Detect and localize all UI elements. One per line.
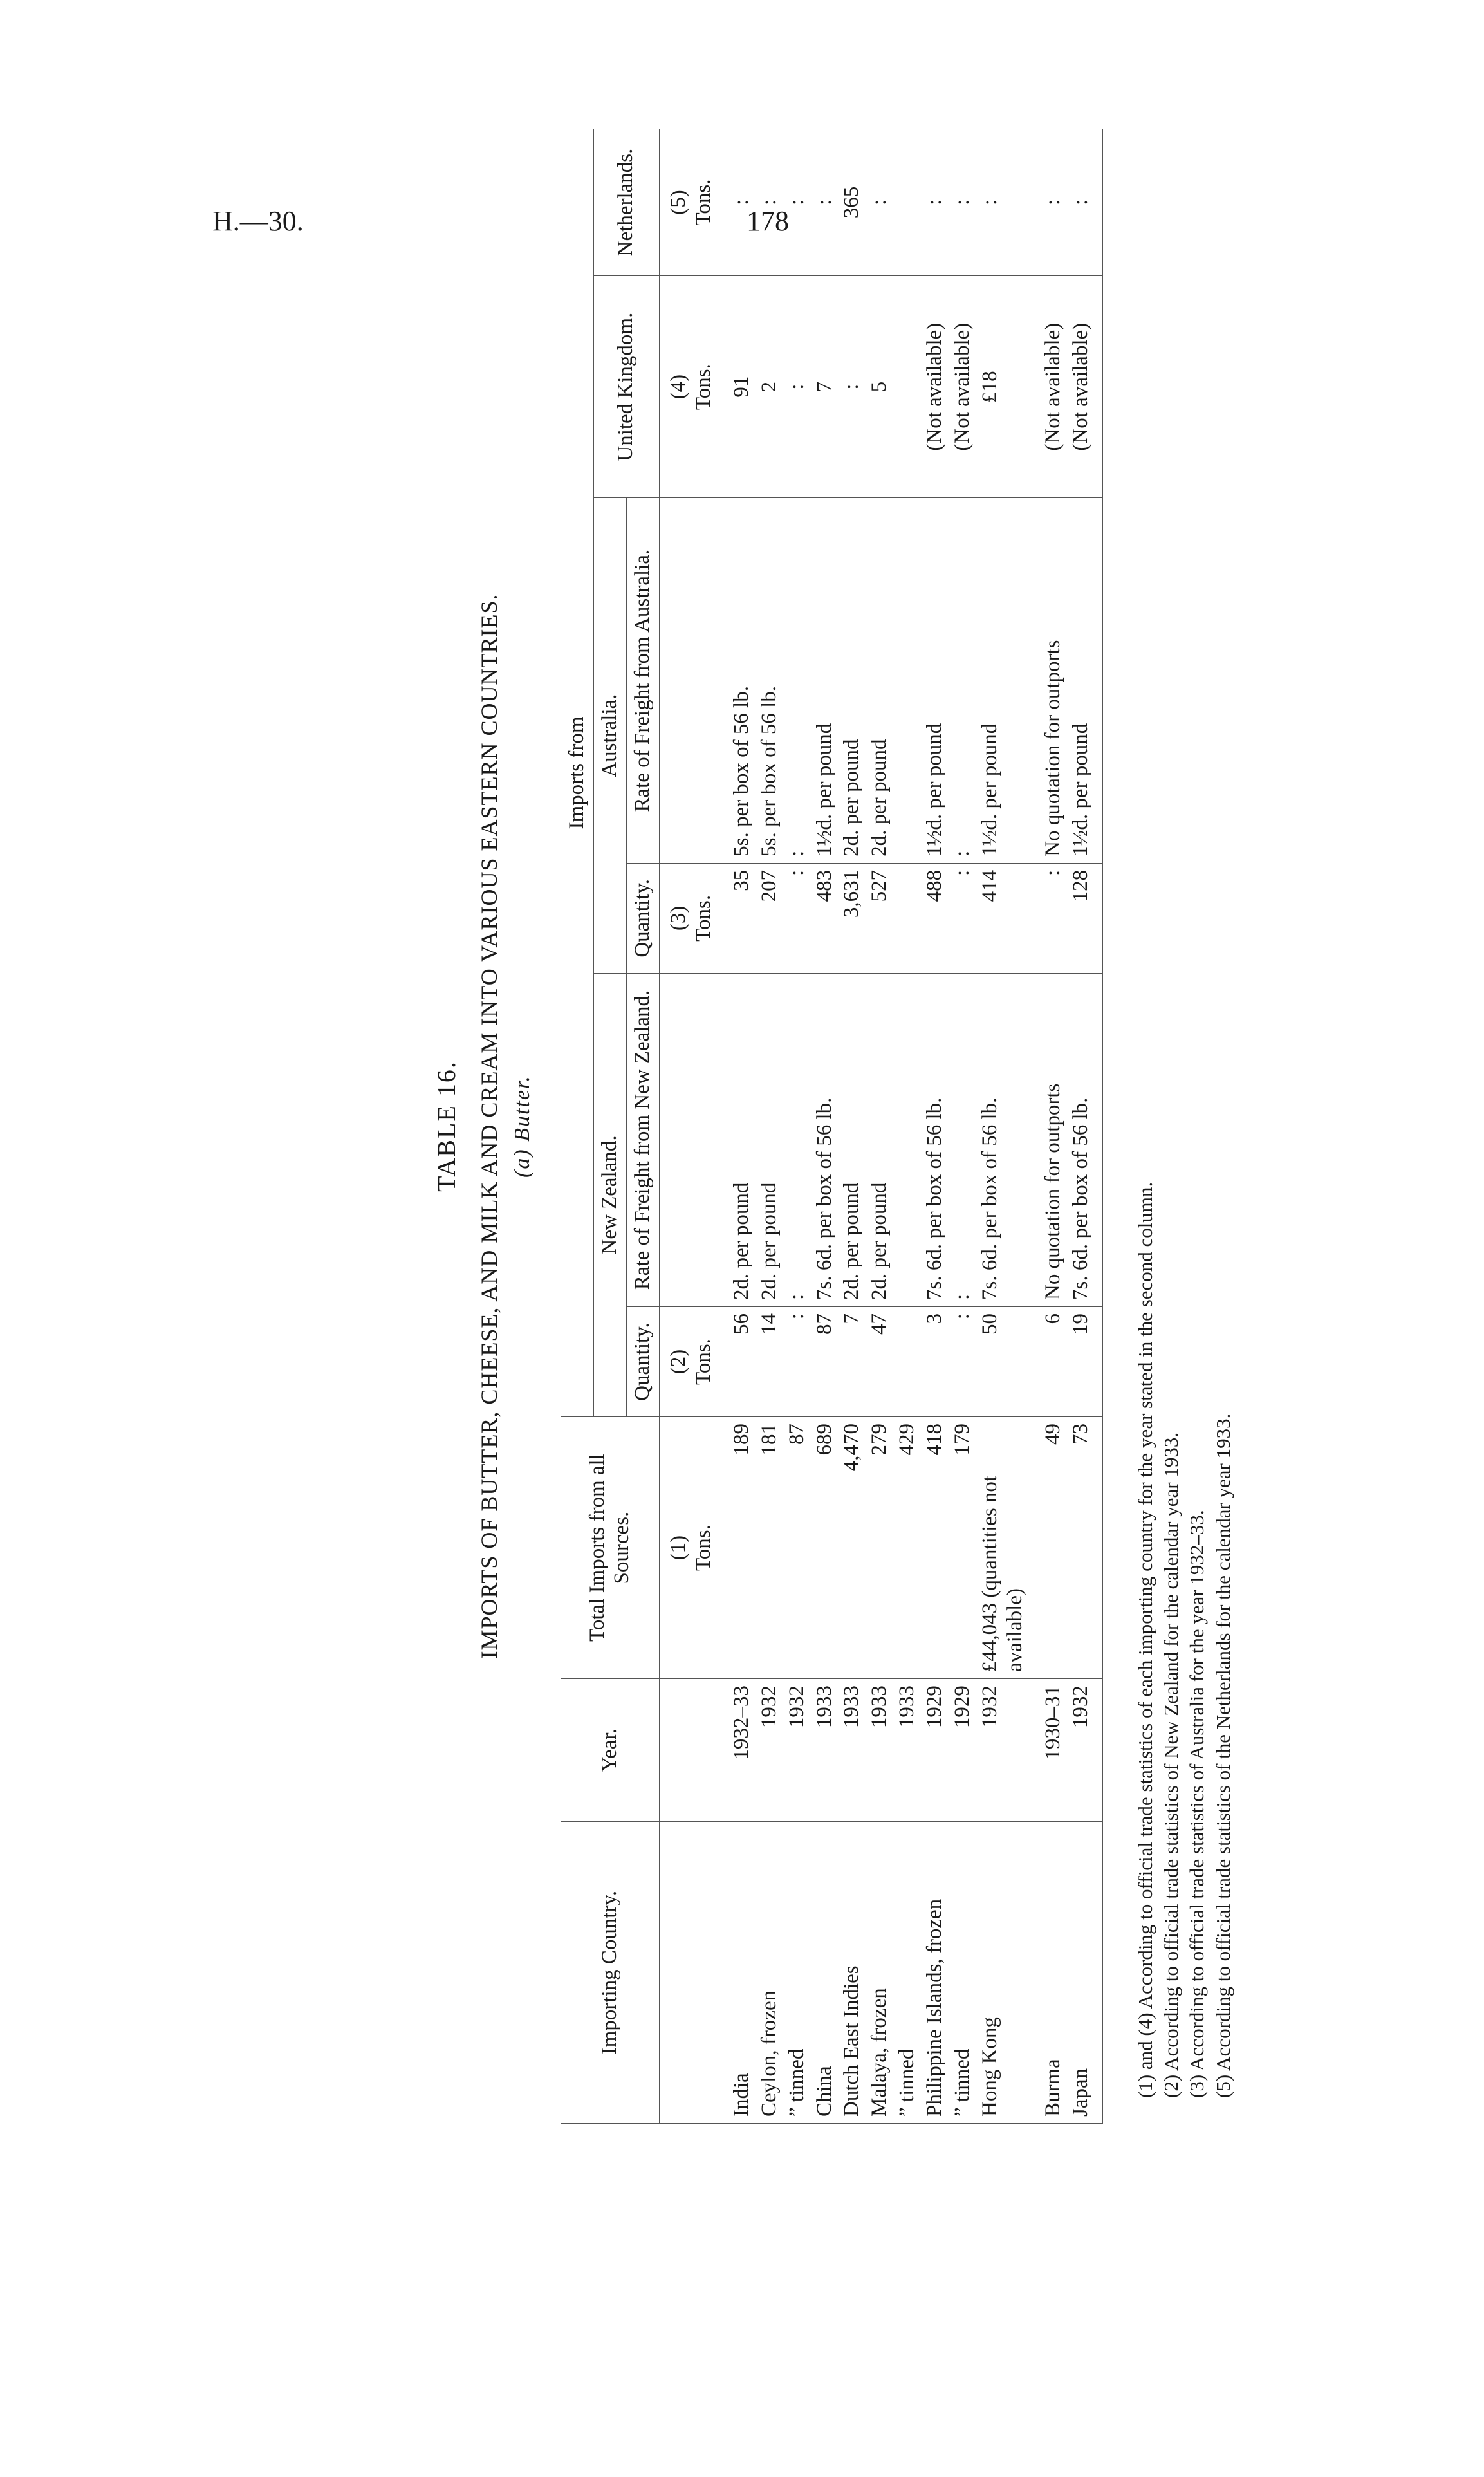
cell-country: ” tinned — [949, 1822, 976, 2124]
cell-nz-qty: 19 — [1067, 1307, 1102, 1417]
cell-nz-rate: : — [783, 973, 811, 1306]
cell-uk: (Not available) — [1067, 275, 1102, 497]
col-nz-rate: Rate of Freight from New Zealand. — [626, 973, 659, 1306]
cell-au-qty: 35 — [718, 863, 756, 973]
cell-total: 181 — [756, 1417, 783, 1679]
footnote: (3) According to official trade statistics of Australia for the year 1932–33. — [1185, 1510, 1209, 2098]
cell-uk: (Not available) — [921, 275, 949, 497]
cell-nz-rate: 7s. 6d. per box of 56 lb. — [976, 973, 1029, 1306]
cell-total: £44,043 (quantities not available) — [976, 1417, 1029, 1679]
cell-nz-qty: 47 — [866, 1307, 893, 1417]
cell-total: 73 — [1067, 1417, 1102, 1679]
cell-country: Japan — [1067, 1822, 1102, 2124]
cell-nz-qty: 50 — [976, 1307, 1029, 1417]
unit-nl: (5) Tons. — [659, 129, 717, 276]
cell-nl: : — [718, 129, 756, 276]
cell-au-rate: 1½d. per pound — [976, 498, 1029, 864]
cell-year: 1933 — [866, 1679, 893, 1822]
cell-year: 1933 — [893, 1679, 921, 1822]
cell-nz-qty: 7 — [838, 1307, 866, 1417]
unit-nz-qty: (2) Tons. — [659, 1307, 717, 1417]
cell-year: 1929 — [921, 1679, 949, 1822]
cell-total: 179 — [949, 1417, 976, 1679]
table-row — [949, 129, 976, 2124]
cell-nl: : — [1029, 129, 1067, 276]
cell-uk: 2 — [756, 275, 783, 497]
footnotes — [1133, 129, 1236, 2124]
cell-au-rate: 5s. per box of 56 lb. — [756, 498, 783, 864]
table-row — [1029, 129, 1067, 2124]
table-subcaption: (a) Butter. — [510, 1075, 534, 1178]
cell-total: 4,470 — [838, 1417, 866, 1679]
cell-uk: 91 — [718, 275, 756, 497]
cell-nl: : — [866, 129, 893, 276]
cell-country: Hong Kong — [976, 1822, 1029, 2124]
col-au-quantity: Quantity. — [626, 863, 659, 973]
unit-total: (1) Tons. — [659, 1417, 717, 1679]
table-row — [921, 129, 949, 2124]
cell-uk: 7 — [811, 275, 839, 497]
cell-uk: : — [783, 275, 811, 497]
cell-nz-rate: 2d. per pound — [756, 973, 783, 1306]
col-imports-from: Imports from — [561, 129, 594, 1417]
cell-total: 418 — [921, 1417, 949, 1679]
cell-nz-rate — [893, 973, 921, 1306]
cell-country: ” tinned — [893, 1822, 921, 2124]
cell-au-rate: No quotation for outports — [1029, 498, 1067, 864]
cell-au-qty: 414 — [976, 863, 1029, 973]
table-row — [838, 129, 866, 2124]
cell-total: 87 — [783, 1417, 811, 1679]
butter-imports-table — [561, 129, 1103, 2124]
col-importing-country: Importing Country. — [561, 1822, 660, 2124]
cell-uk: (Not available) — [1029, 275, 1067, 497]
cell-au-rate: : — [783, 498, 811, 864]
cell-nl — [893, 129, 921, 276]
cell-au-qty: 527 — [866, 863, 893, 973]
cell-au-rate: 1½d. per pound — [1067, 498, 1102, 864]
col-total-imports: Total Imports from all Sources. — [561, 1417, 660, 1679]
cell-au-rate: 2d. per pound — [838, 498, 866, 864]
cell-nl: : — [949, 129, 976, 276]
cell-au-rate: 5s. per box of 56 lb. — [718, 498, 756, 864]
rotated-table-block — [405, 129, 1234, 2124]
cell-au-qty: 488 — [921, 863, 949, 973]
cell-nz-qty: : — [949, 1307, 976, 1417]
cell-au-qty: 483 — [811, 863, 839, 973]
table-row — [893, 129, 921, 2124]
cell-year: 1932–33 — [718, 1679, 756, 1822]
col-netherlands: Netherlands. — [593, 129, 659, 276]
col-year: Year. — [561, 1679, 660, 1822]
cell-nz-qty: 87 — [811, 1307, 839, 1417]
cell-uk: (Not available) — [949, 275, 976, 497]
cell-country: Dutch East Indies — [838, 1822, 866, 2124]
col-new-zealand: New Zealand. — [593, 973, 626, 1416]
page-number: 178 — [747, 205, 789, 237]
cell-nz-qty: 56 — [718, 1307, 756, 1417]
cell-year: 1932 — [756, 1679, 783, 1822]
cell-nl: : — [921, 129, 949, 276]
col-au-rate: Rate of Freight from Australia. — [626, 498, 659, 864]
footnote: (5) According to official trade statistics of the Netherlands for the calendar year 1933. — [1211, 1413, 1234, 2098]
cell-uk — [893, 275, 921, 497]
cell-total: 49 — [1029, 1417, 1067, 1679]
cell-nz-rate: 7s. 6d. per box of 56 lb. — [1067, 973, 1102, 1306]
cell-year: 1930–31 — [1029, 1679, 1067, 1822]
cell-year: 1933 — [838, 1679, 866, 1822]
cell-country: Malaya, frozen — [866, 1822, 893, 2124]
table-row — [1067, 129, 1102, 2124]
cell-nl: : — [976, 129, 1029, 276]
cell-uk: £18 — [976, 275, 1029, 497]
table-row — [756, 129, 783, 2124]
cell-country: Philippine Islands, frozen — [921, 1822, 949, 2124]
cell-country: Burma — [1029, 1822, 1067, 2124]
cell-nl: : — [756, 129, 783, 276]
cell-au-rate: 2d. per pound — [866, 498, 893, 864]
cell-year: 1932 — [1067, 1679, 1102, 1822]
cell-total: 189 — [718, 1417, 756, 1679]
table-row — [811, 129, 839, 2124]
cell-year: 1929 — [949, 1679, 976, 1822]
cell-year: 1933 — [811, 1679, 839, 1822]
cell-nz-rate: 7s. 6d. per box of 56 lb. — [921, 973, 949, 1306]
cell-nl: : — [1067, 129, 1102, 276]
cell-nl: : — [811, 129, 839, 276]
footnote: (2) According to official trade statistics of New Zealand for the calendar year 1933. — [1160, 1432, 1183, 2098]
footnote: (1) and (4) According to official trade statistics of each importing country for the year stated in the second column. — [1133, 1182, 1156, 2098]
cell-au-rate: 1½d. per pound — [921, 498, 949, 864]
cell-country: ” tinned — [783, 1822, 811, 2124]
cell-au-rate: 1½d. per pound — [811, 498, 839, 864]
cell-nl: 365 — [838, 129, 866, 276]
cell-au-qty: 207 — [756, 863, 783, 973]
cell-year: 1932 — [783, 1679, 811, 1822]
cell-year: 1932 — [976, 1679, 1029, 1822]
table-row — [976, 129, 1029, 2124]
table-body — [659, 129, 1102, 2124]
col-united-kingdom: United Kingdom. — [593, 275, 659, 497]
cell-nz-qty: 14 — [756, 1307, 783, 1417]
cell-total: 429 — [893, 1417, 921, 1679]
cell-nz-qty: 3 — [921, 1307, 949, 1417]
cell-au-qty: 3,631 — [838, 863, 866, 973]
cell-nz-rate: 2d. per pound — [838, 973, 866, 1306]
cell-country: China — [811, 1822, 839, 2124]
cell-nz-rate: 2d. per pound — [866, 973, 893, 1306]
table-row — [783, 129, 811, 2124]
cell-uk: 5 — [866, 275, 893, 497]
cell-nz-qty: 6 — [1029, 1307, 1067, 1417]
cell-au-qty: : — [1029, 863, 1067, 973]
table-number: TABLE 16. — [432, 1061, 461, 1192]
cell-nz-rate: No quotation for outports — [1029, 973, 1067, 1306]
cell-nl: : — [783, 129, 811, 276]
col-australia: Australia. — [593, 498, 626, 974]
table-row — [866, 129, 893, 2124]
table-row — [718, 129, 756, 2124]
cell-au-rate — [893, 498, 921, 864]
cell-au-qty: 128 — [1067, 863, 1102, 973]
col-nz-quantity: Quantity. — [626, 1307, 659, 1417]
cell-nz-rate: : — [949, 973, 976, 1306]
cell-total: 279 — [866, 1417, 893, 1679]
document-reference: H.—30. — [212, 205, 304, 237]
table-caption: IMPORTS OF BUTTER, CHEESE, AND MILK AND CREAM INTO VARIOUS EASTERN COUNTRIES. — [476, 593, 502, 1659]
cell-au-qty — [893, 863, 921, 973]
cell-total: 689 — [811, 1417, 839, 1679]
cell-nz-qty: : — [783, 1307, 811, 1417]
cell-nz-rate: 7s. 6d. per box of 56 lb. — [811, 973, 839, 1306]
cell-uk: : — [838, 275, 866, 497]
cell-country: India — [718, 1822, 756, 2124]
cell-country: Ceylon, frozen — [756, 1822, 783, 2124]
cell-nz-qty — [893, 1307, 921, 1417]
unit-uk: (4) Tons. — [659, 275, 717, 497]
cell-au-qty: : — [949, 863, 976, 973]
units-row — [659, 129, 717, 2124]
unit-au-qty: (3) Tons. — [659, 863, 717, 973]
cell-au-rate: : — [949, 498, 976, 864]
cell-au-qty: : — [783, 863, 811, 973]
cell-nz-rate: 2d. per pound — [718, 973, 756, 1306]
